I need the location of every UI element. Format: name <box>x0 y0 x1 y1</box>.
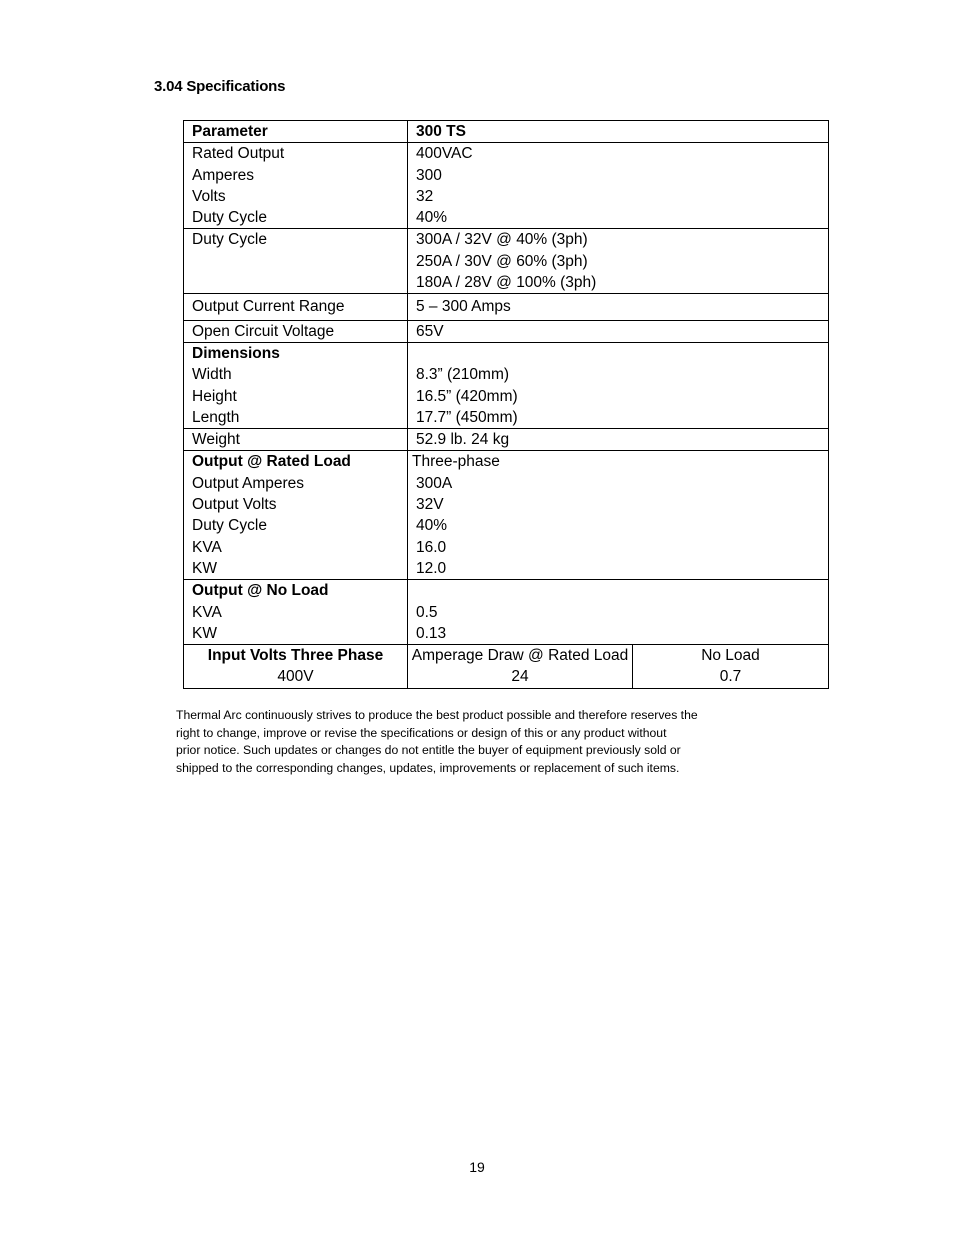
duty-cycle-row <box>184 229 829 294</box>
specifications-table <box>183 120 829 689</box>
output-no-load-labels: Output @ No Load KVA KW <box>184 580 408 645</box>
table-header-row <box>184 121 829 143</box>
rated-output-values: 400VAC 300 32 40% <box>408 143 829 229</box>
open-circuit-voltage-value: 65V <box>408 320 829 342</box>
amperage-rated-load-cell: Amperage Draw @ Rated Load 24 <box>408 645 633 689</box>
dimensions-labels: Dimensions Width Height Length <box>184 342 408 428</box>
section-heading: 3.04 Specifications <box>154 78 286 95</box>
open-circuit-voltage-row <box>184 320 829 342</box>
duty-cycle-values: 300A / 32V @ 40% (3ph) 250A / 30V @ 60% (3ph) 180A / 28V @ 100% (3ph) <box>408 229 829 294</box>
model-header: 300 TS <box>408 121 829 143</box>
weight-label: Weight <box>184 429 408 451</box>
open-circuit-voltage-label: Open Circuit Voltage <box>184 320 408 342</box>
rated-output-row <box>184 143 829 229</box>
weight-value: 52.9 lb. 24 kg <box>408 429 829 451</box>
disclaimer-note: Thermal Arc continuously strives to produce the best product possible and therefore reserves the right to change, improve or revise the specifications or design of this or any product without prior notice. Such updates or changes do not entitle the buyer of equipment previously sold or shipped to the corresponding changes, updates, improvements or replacement of such items. <box>176 708 698 775</box>
weight-row <box>184 429 829 451</box>
page-number: 19 <box>469 1159 485 1175</box>
output-current-range-row <box>184 294 829 320</box>
dimensions-row <box>184 342 829 428</box>
output-rated-load-row <box>184 451 829 580</box>
output-rated-load-labels: Output @ Rated Load Output Amperes Output Volts Duty Cycle KVA KW <box>184 451 408 580</box>
no-load-cell: No Load 0.7 <box>633 645 829 689</box>
output-current-range-label: Output Current Range <box>184 294 408 320</box>
input-row <box>184 645 829 689</box>
input-volts-cell: Input Volts Three Phase 400V <box>184 645 408 689</box>
parameter-header: Parameter <box>184 121 408 143</box>
duty-cycle-label: Duty Cycle <box>184 229 408 294</box>
dimensions-values: 8.3” (210mm) 16.5” (420mm) 17.7” (450mm) <box>408 342 829 428</box>
output-rated-load-values: Three-phase 300A 32V 40% 16.0 12.0 <box>408 451 829 580</box>
output-no-load-values: 0.5 0.13 <box>408 580 829 645</box>
output-no-load-row <box>184 580 829 645</box>
output-current-range-value: 5 – 300 Amps <box>408 294 829 320</box>
rated-output-labels: Rated Output Amperes Volts Duty Cycle <box>184 143 408 229</box>
